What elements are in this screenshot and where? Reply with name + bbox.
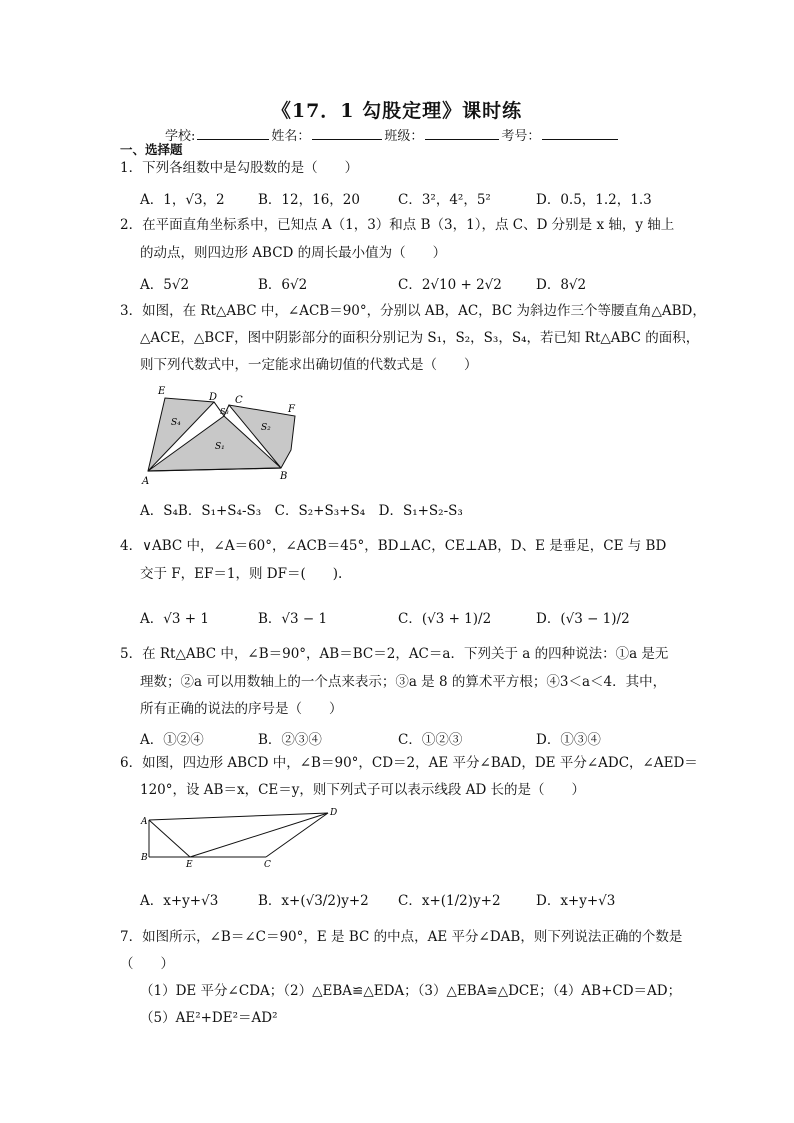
q3-label-f: F xyxy=(288,404,295,415)
q2-options xyxy=(140,273,700,291)
q6-options xyxy=(140,889,700,907)
q6-label-b: B xyxy=(141,853,148,863)
q4-option-c[interactable]: C．(√3 + 1)/2 xyxy=(398,611,492,627)
q3-label-s3: S₃ xyxy=(220,407,229,416)
q2-option-a[interactable]: A．5√2 xyxy=(140,277,190,293)
student-info-line xyxy=(165,125,620,144)
q3-stem-line3: 则下列代数式中，一定能求出确切值的代数式是（ ） xyxy=(140,357,478,373)
q4-stem-line1: 4．∨ABC 中，∠A＝60°，∠ACB＝45°，BD⊥AC，CE⊥AB，D、E 是垂足，CE 与 BD xyxy=(120,538,667,554)
q2-stem-line2: 的动点，则四边形 ABCD 的周长最小值为（ ） xyxy=(140,245,447,261)
q4-stem-line2: 交于 F，EF＝1，则 DF＝( ). xyxy=(140,566,343,582)
class-field[interactable] xyxy=(425,127,499,140)
q5-options xyxy=(140,728,700,746)
number-label: 考号： xyxy=(501,129,541,144)
q3-label-b: B xyxy=(280,471,288,482)
q5-option-a[interactable]: A．①②④ xyxy=(140,732,204,748)
q3-figure xyxy=(135,380,310,490)
q2-option-d[interactable]: D．8√2 xyxy=(536,277,587,293)
q4-options xyxy=(140,607,700,625)
q7-stem-line1: 7．如图所示，∠B＝∠C＝90°，E 是 BC 的中点，AE 平分∠DAB，则下列说法正确的个数是 xyxy=(120,929,683,945)
q6-option-a[interactable]: A．x+y+√3 xyxy=(140,893,219,909)
q1-option-a[interactable]: A．1，√3，2 xyxy=(140,192,225,208)
q5-option-d[interactable]: D．①③④ xyxy=(536,732,601,748)
q6-option-c[interactable]: C．x+(1/2)y+2 xyxy=(398,893,501,909)
q6-option-d[interactable]: D．x+y+√3 xyxy=(536,893,616,909)
q3-label-s2: S₂ xyxy=(261,423,271,433)
school-field[interactable] xyxy=(197,127,269,140)
q3-label-s4: S₄ xyxy=(171,418,181,428)
q3-stem-line2: △ACE，△BCF，图中阴影部分的面积分别记为 S₁，S₂，S₃，S₄，若已知 Rt△ABC 的面积， xyxy=(140,330,700,346)
q1-options xyxy=(140,188,700,206)
q4-option-d[interactable]: D．(√3 − 1)/2 xyxy=(536,611,630,627)
q2-option-c[interactable]: C．2√10 + 2√2 xyxy=(398,277,502,293)
q6-figure xyxy=(135,800,345,868)
q1-option-d[interactable]: D．0.5，1.2，1.3 xyxy=(536,192,652,208)
class-label: 班级： xyxy=(384,129,424,144)
q6-stem-line2: 120°，设 AB＝x，CE＝y，则下列式子可以表示线段 AD 长的是（ ） xyxy=(140,782,586,798)
q1-option-b[interactable]: B．12，16，20 xyxy=(258,192,360,208)
q5-stem-line1: 5．在 Rt△ABC 中，∠B＝90°，AB＝BC＝2，AC＝a．下列关于 a 的四种说法：①a 是无 xyxy=(120,646,669,662)
q7-stem-line2: （ ） xyxy=(120,956,174,972)
q2-option-b[interactable]: B．6√2 xyxy=(258,277,308,293)
page-title: 《17．1 勾股定理》课时练 xyxy=(271,100,523,122)
q6-label-d: D xyxy=(330,808,338,818)
q6-label-c: C xyxy=(264,860,271,868)
q3-options[interactable]: A．S₄B．S₁+S₄-S₃ C．S₂+S₃+S₄ D．S₁+S₂-S₃ xyxy=(140,503,463,519)
q5-stem-line2: 理数；②a 可以用数轴上的一个点来表示；③a 是 8 的算术平方根；④3＜a＜4．其中， xyxy=(140,674,667,690)
q6-label-a: A xyxy=(141,817,148,827)
q6-option-b[interactable]: B．x+(√3/2)y+2 xyxy=(258,893,369,909)
q5-option-c[interactable]: C．①②③ xyxy=(398,732,463,748)
number-field[interactable] xyxy=(542,127,618,140)
q5-option-b[interactable]: B．②③④ xyxy=(258,732,322,748)
section-heading: 一、选择题 xyxy=(120,142,183,157)
name-field[interactable] xyxy=(312,127,382,140)
q3-label-a: A xyxy=(142,476,150,487)
q3-label-e: E xyxy=(158,386,166,397)
q1-option-c[interactable]: C．3²，4²，5² xyxy=(398,192,491,208)
q4-option-b[interactable]: B．√3 − 1 xyxy=(258,611,328,627)
school-label: 学校: xyxy=(165,129,196,144)
q3-label-c: C xyxy=(235,395,243,406)
q2-stem-line1: 2．在平面直角坐标系中，已知点 A（1，3）和点 B（3，1），点 C、D 分别是 x 轴，y 轴上 xyxy=(120,217,675,233)
q3-stem-line1: 3．如图，在 Rt△ABC 中，∠ACB＝90°，分别以 AB，AC，BC 为斜边作三个等腰直角△ABD， xyxy=(120,303,706,319)
q3-label-s1: S₁ xyxy=(215,442,225,452)
q5-stem-line3: 所有正确的说法的序号是（ ） xyxy=(140,701,343,717)
q6-label-e: E xyxy=(186,860,193,868)
q6-stem-line1: 6．如图，四边形 ABCD 中，∠B＝90°，CD＝2，AE 平分∠BAD，DE 平分∠ADC，∠AED＝ xyxy=(120,755,698,771)
q4-option-a[interactable]: A．√3 + 1 xyxy=(140,611,209,627)
q1-stem: 1．下列各组数中是勾股数的是（ ） xyxy=(120,160,359,176)
q3-label-d: D xyxy=(209,392,218,403)
q7-statements-line1: （1）DE 平分∠CDA；（2）△EBA≌△EDA；（3）△EBA≌△DCE；（4）AB+CD＝AD； xyxy=(140,983,682,999)
q7-statements-line2: （5）AE²+DE²＝AD² xyxy=(140,1010,278,1026)
name-label: 姓名： xyxy=(271,129,311,144)
